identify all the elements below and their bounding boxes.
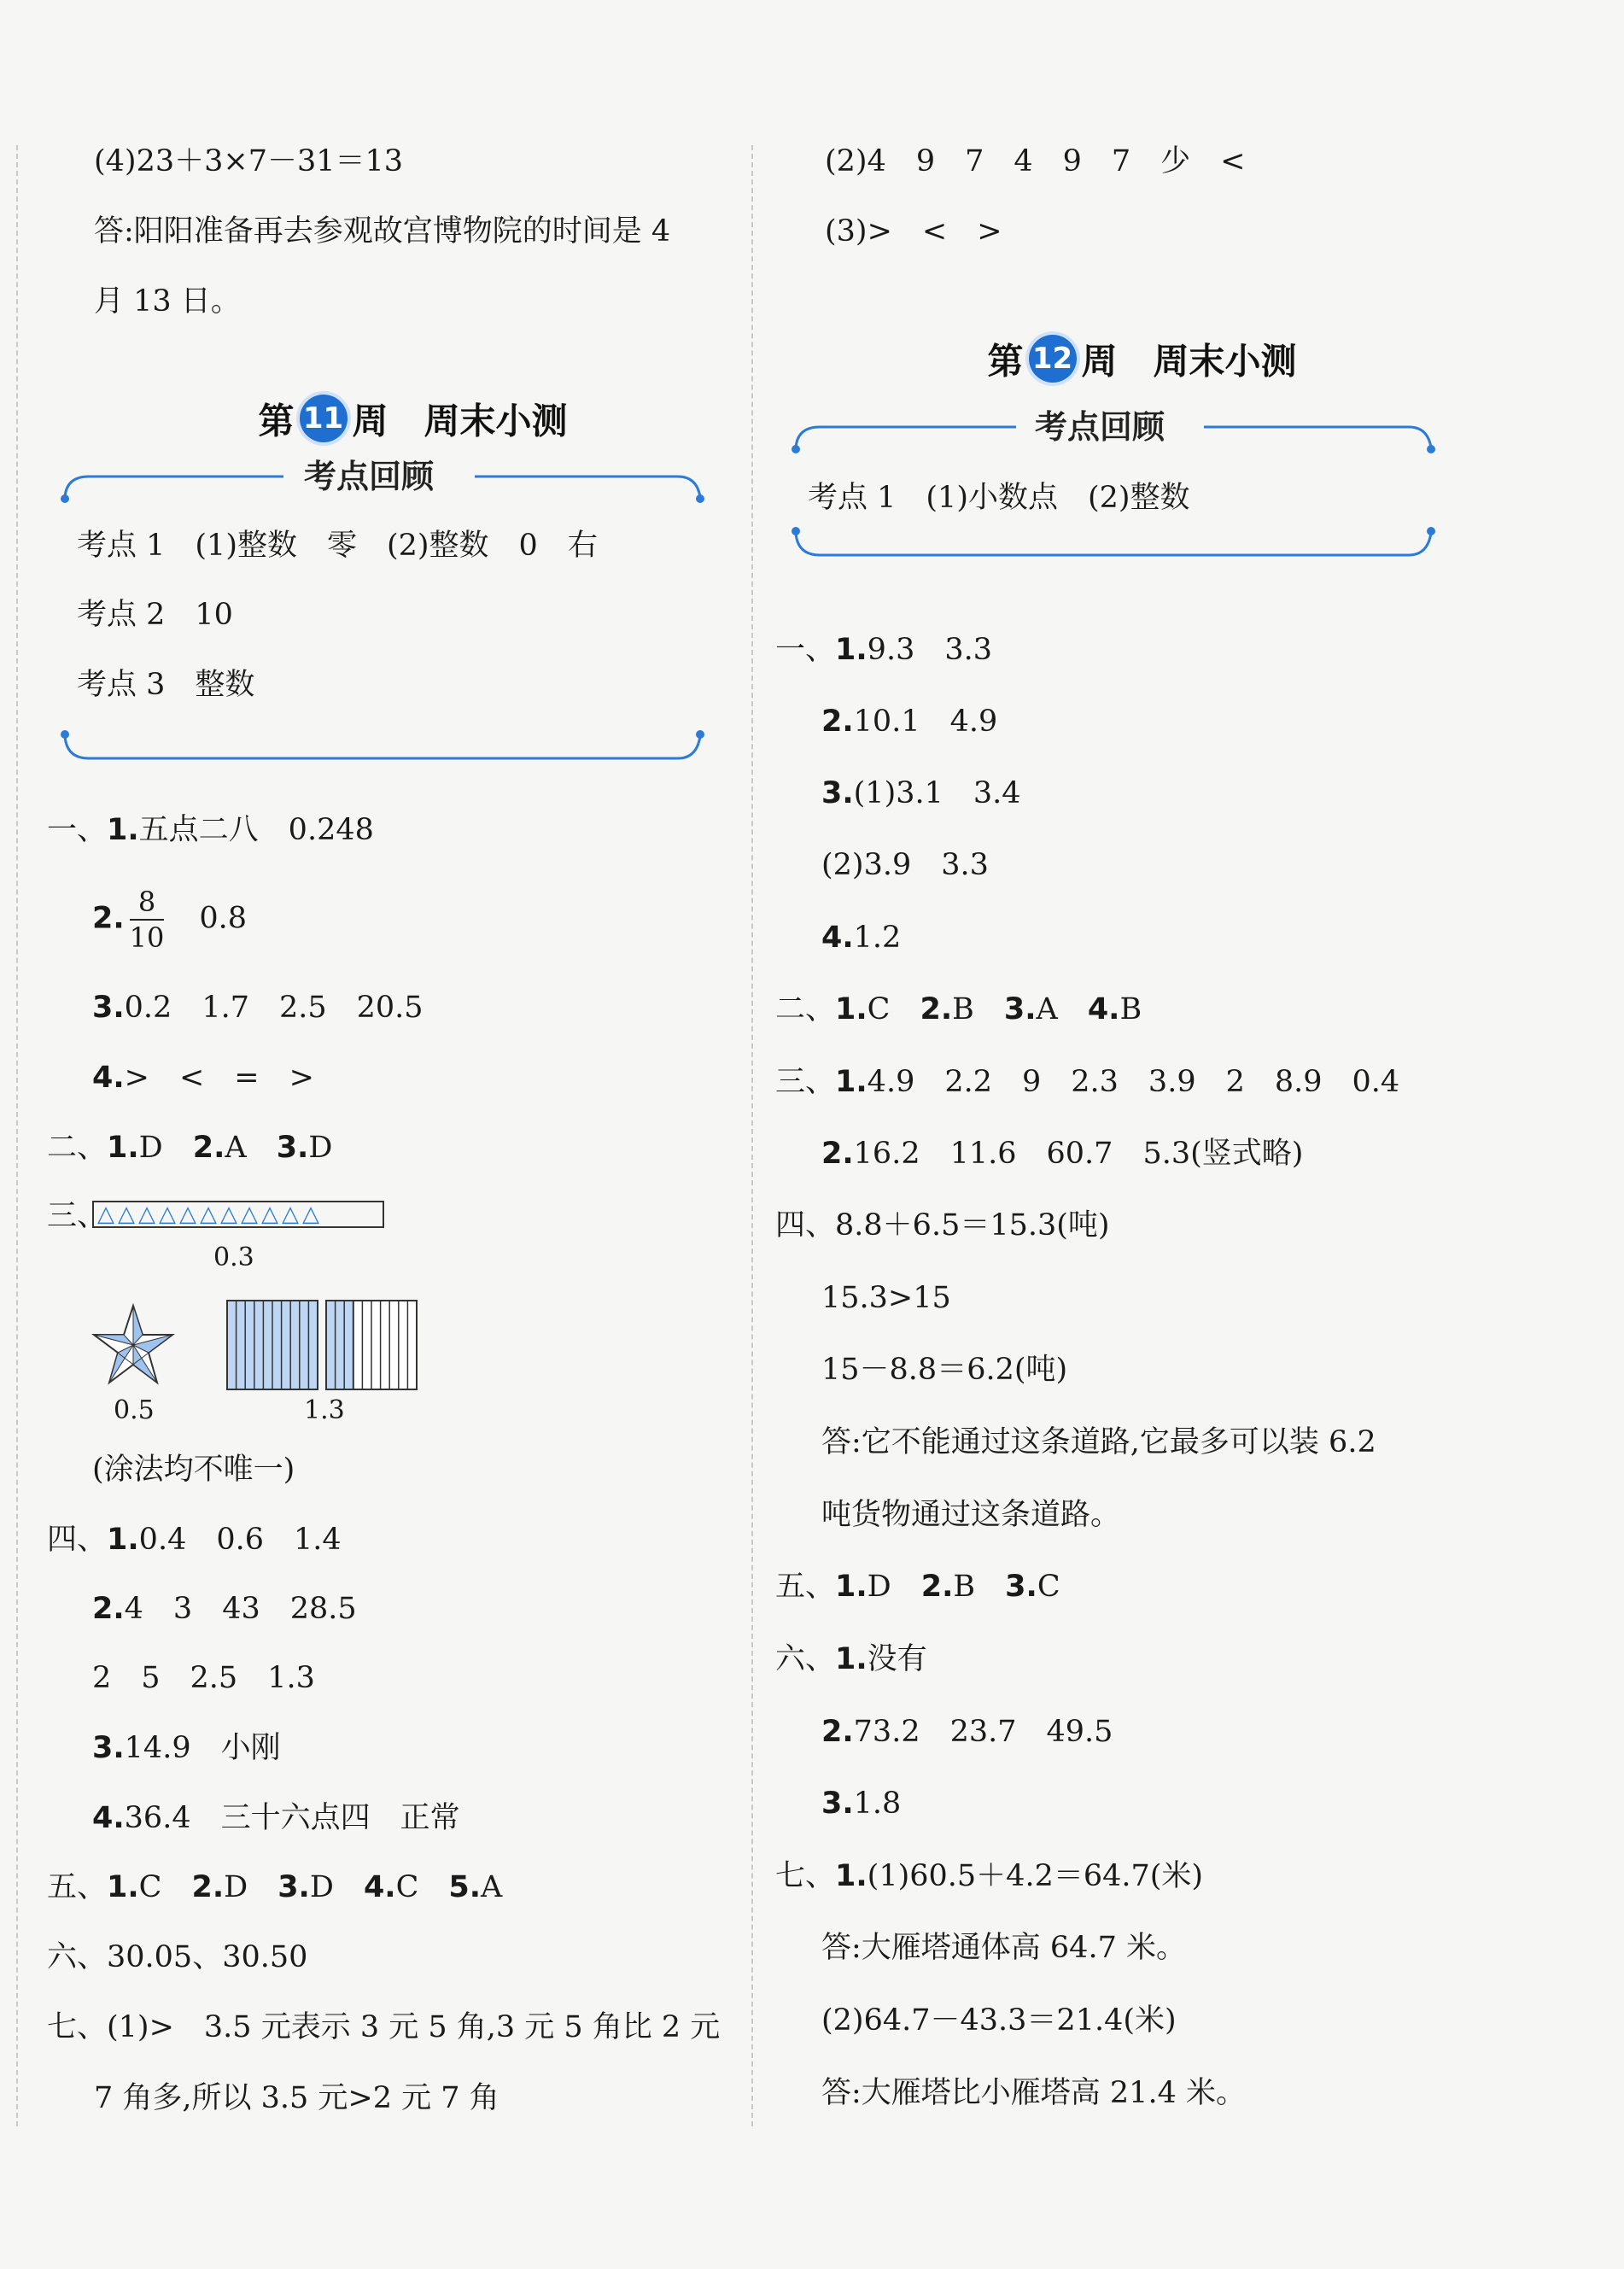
question-3-row-1: 三、1.4.9 2.2 9 2.3 3.9 2 8.9 0.4 [775,1065,1400,1099]
question-1-row-1: 一、1.9.3 3.3 [775,633,992,667]
question-3-note: (涂法均不唯一) [92,1453,295,1487]
question-4-row-5: 4.36.4 三十六点四 正常 [92,1801,460,1835]
review-title: 考点回顾 [304,458,435,495]
question-4-row-5: 吨货物通过这条道路。 [821,1498,1121,1532]
right-top-line-1: (2)4 9 7 4 9 7 少 < [825,144,1246,178]
fraction: $\frac{8}{10}$ [129,886,165,954]
question-6-row-3: 3.1.8 [821,1787,902,1821]
question-4-row-2: 15.3>15 [821,1281,951,1315]
question-4-row-2: 2.4 3 43 28.5 [92,1592,357,1626]
review-item-2: 考点 2 10 [77,598,233,632]
question-1-row-4: (2)3.9 3.3 [821,848,989,882]
question-6-row: 六、30.05、30.50 [47,1940,308,1974]
question-4-row-1: 四、8.8＋6.5＝15.3(吨) [775,1208,1110,1243]
review-title: 考点回顾 [1035,408,1165,446]
review-item-1: 考点 1 (1)整数 零 (2)整数 0 右 [77,529,598,563]
question-4-row-3: 2 5 2.5 1.3 [92,1661,315,1695]
question-6-row-2: 2.73.2 23.7 49.5 [821,1715,1113,1749]
question-5-row: 五、1.C 2.D 3.D 4.C 5.A [47,1870,503,1904]
question-1-row-1: 一、1.五点二八 0.248 [47,813,374,847]
question-1-row-2: 2. $\frac{8}{10}$ 0.8 [92,886,248,954]
bar-strips-figure [225,1299,422,1393]
week-number-badge: 12 [1029,335,1077,383]
left-top-line-3: 月 13 日。 [94,284,241,319]
question-1-row-3: 3.0.2 1.7 2.5 20.5 [92,991,424,1025]
week-number-badge: 11 [300,395,348,442]
question-1-row-3: 3.(1)3.1 3.4 [821,776,1021,810]
left-top-line-1: (4)23＋3×7－31＝13 [94,144,404,178]
question-4-row-3: 15－8.8＝6.2(吨) [821,1353,1068,1387]
figure-caption-1-3: 1.3 [304,1395,345,1425]
question-7-row-2: 答:大雁塔通体高 64.7 米。 [821,1931,1186,1965]
question-3-label: 三、 [47,1199,108,1233]
week-12-heading: 第 12 周 周末小测 [938,304,1297,424]
figure-caption-0-5: 0.5 [114,1395,155,1425]
question-2-row: 二、1.D 2.A 3.D [47,1131,333,1165]
question-7-row-2: 7 角多,所以 3.5 元>2 元 7 角 [94,2081,499,2115]
question-1-row-5: 4.1.2 [821,921,902,955]
question-5-row: 五、1.D 2.B 3.C [775,1570,1060,1604]
left-margin-divider [16,145,18,2126]
week-11-heading: 第 11 周 周末小测 [208,364,568,483]
question-7-row-1: 七、(1)> 3.5 元表示 3 元 5 角,3 元 5 角比 2 元 [47,2010,721,2044]
question-4-row-4: 3.14.9 小刚 [92,1731,281,1765]
question-7-row-1: 七、1.(1)60.5＋4.2＝64.7(米) [775,1859,1204,1893]
question-4-row-4: 答:它不能通过这条道路,它最多可以装 6.2 [821,1425,1376,1459]
question-7-row-4: 答:大雁塔比小雁塔高 21.4 米。 [821,2076,1246,2110]
question-7-row-3: (2)64.7－43.3＝21.4(米) [821,2003,1177,2038]
review-item-1: 考点 1 (1)小数点 (2)整数 [808,481,1190,515]
question-1-row-2: 2.10.1 4.9 [821,705,998,739]
question-3-row-2: 2.16.2 11.6 60.7 5.3(竖式略) [821,1137,1304,1171]
question-4-row-1: 四、1.0.4 0.6 1.4 [47,1523,342,1557]
right-top-line-2: (3)> < > [825,214,1002,249]
star-figure [91,1302,176,1388]
review-item-3: 考点 3 整数 [77,668,255,702]
question-6-row-1: 六、1.没有 [775,1642,927,1676]
question-2-row: 二、1.C 2.B 3.A 4.B [775,992,1142,1026]
column-divider [751,145,753,2126]
figure-caption-0-3: 0.3 [213,1243,254,1272]
question-1-row-4: 4.> < = > [92,1061,314,1095]
left-top-line-2: 答:阳阳准备再去参观故宫博物院的时间是 4 [94,214,671,249]
triangle-row-figure: △△△△△△△△△△△ [92,1201,384,1228]
